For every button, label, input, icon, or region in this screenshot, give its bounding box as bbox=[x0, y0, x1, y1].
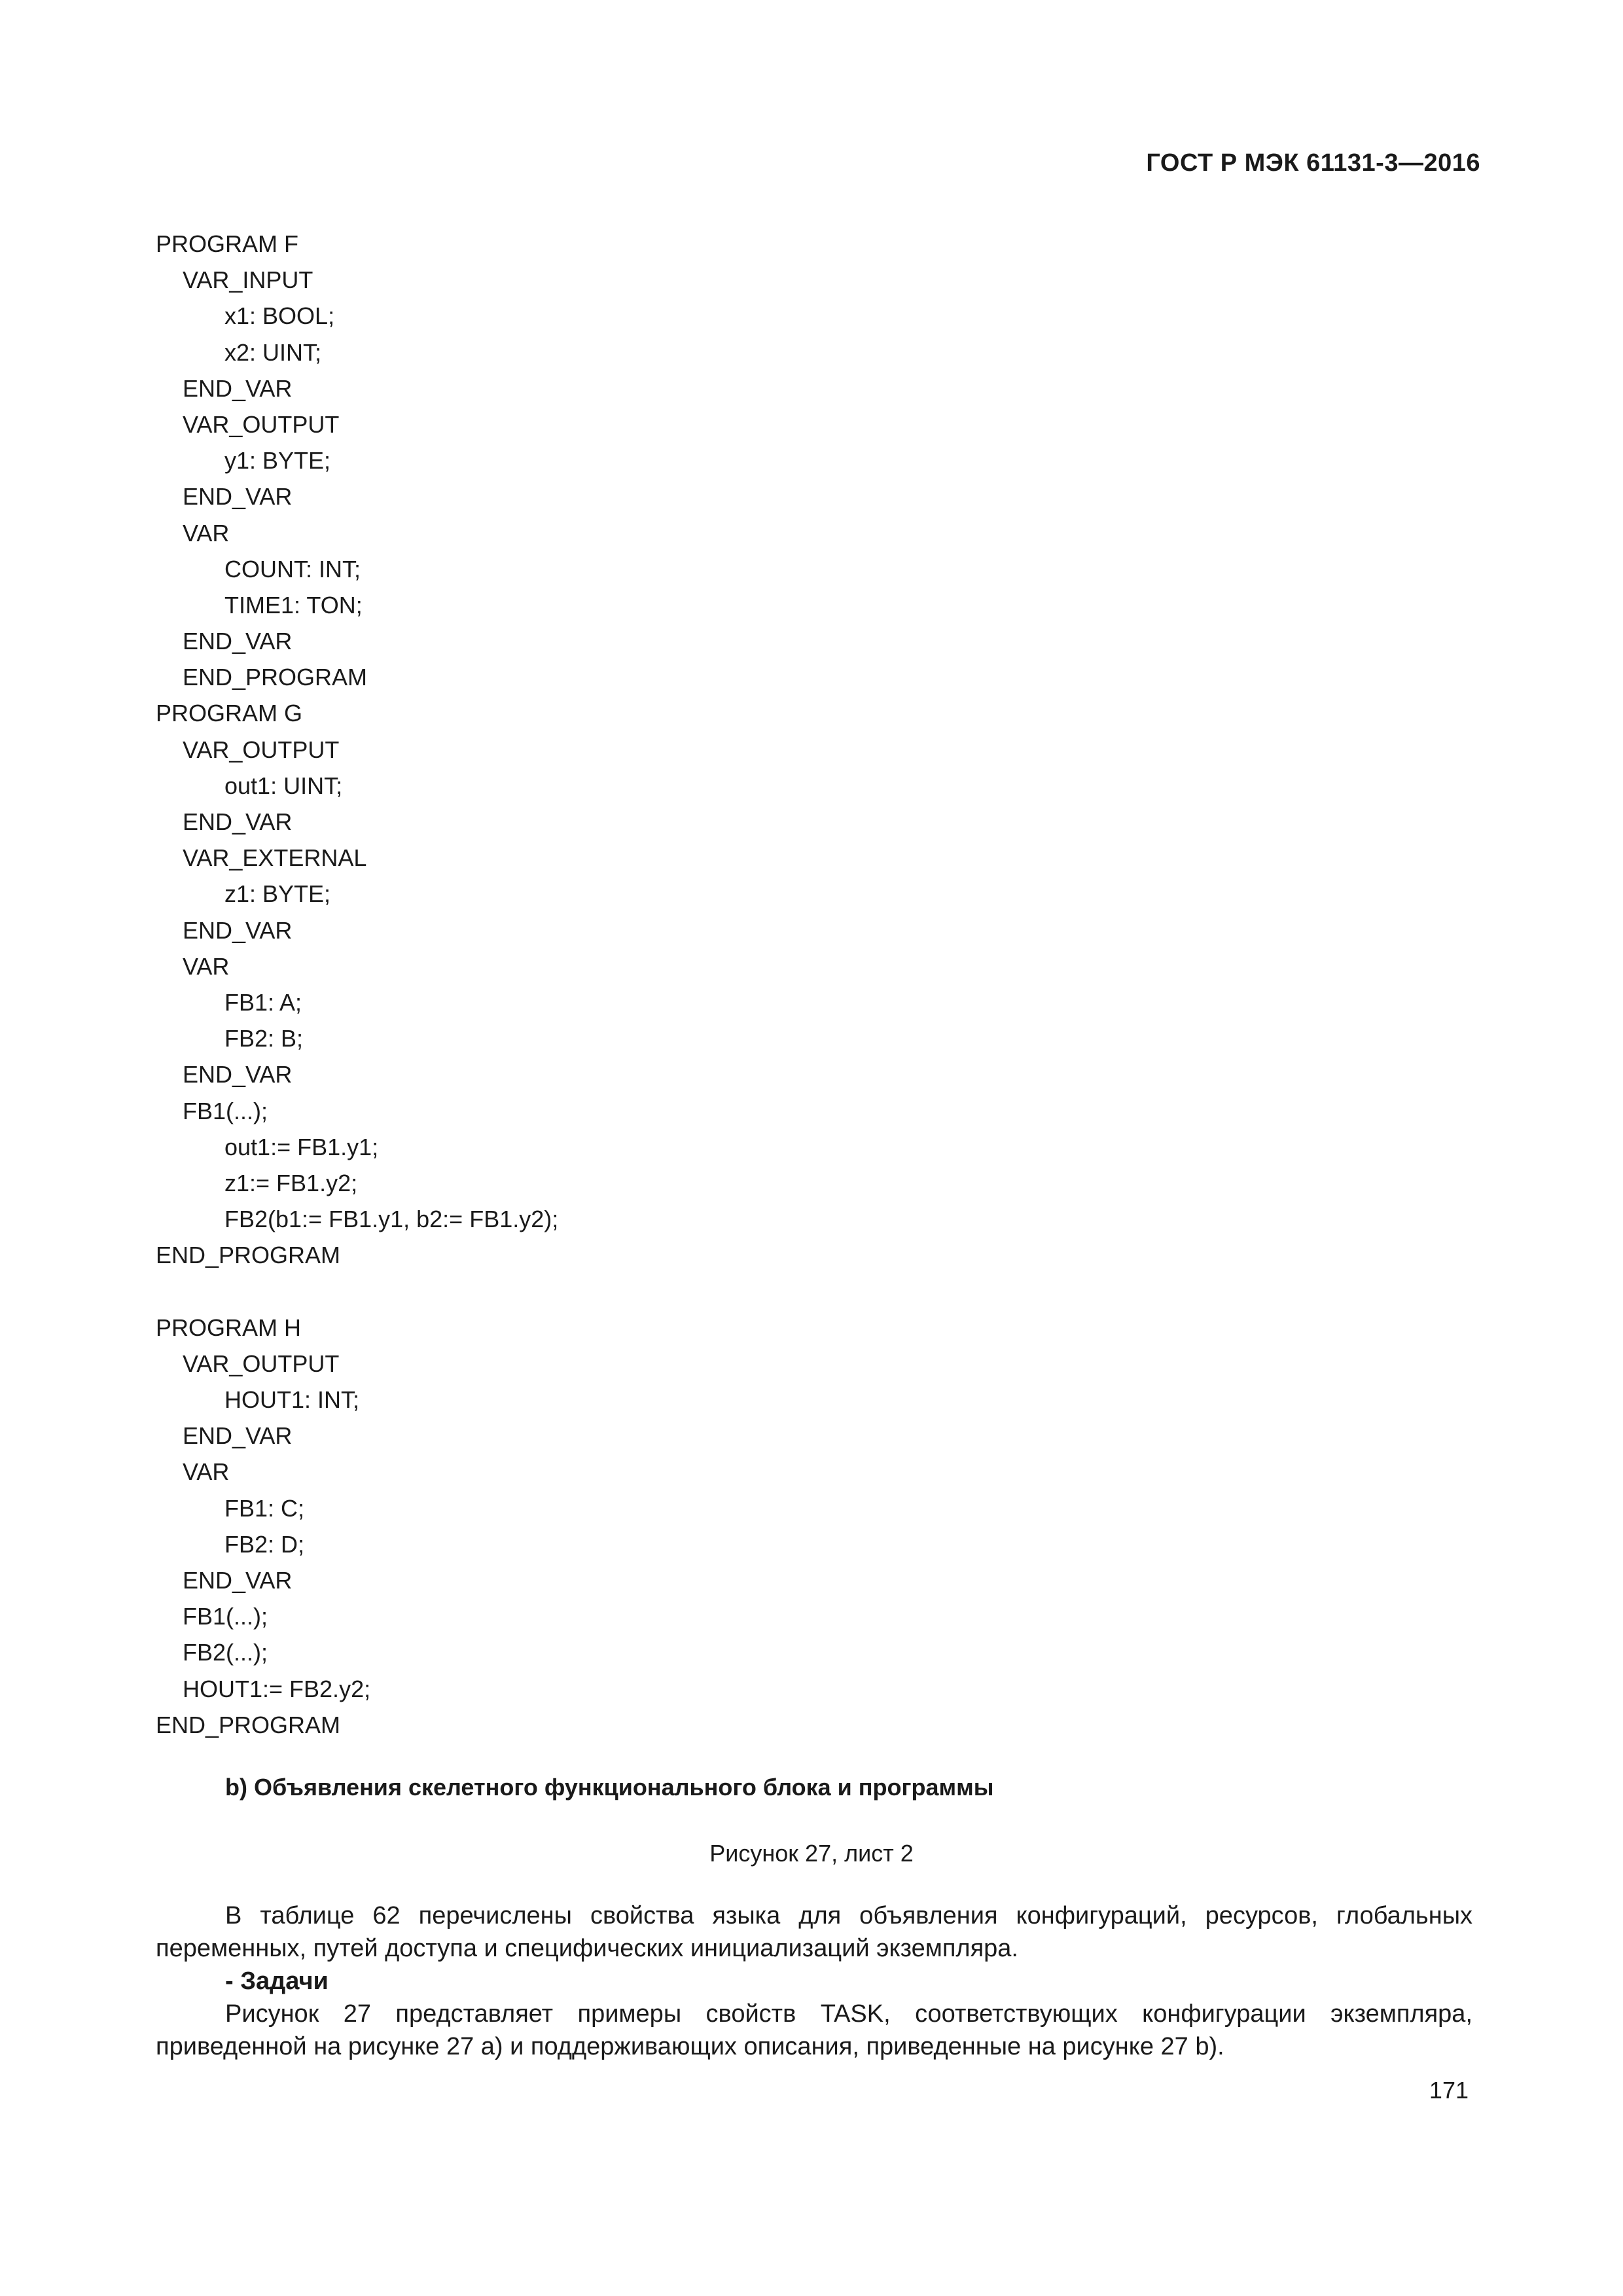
code-line: COUNT: INT; bbox=[224, 555, 361, 583]
code-line: END_PROGRAM bbox=[156, 1242, 341, 1269]
page-number: 171 bbox=[1429, 2077, 1469, 2104]
code-line: END_VAR bbox=[183, 916, 293, 944]
code-line: END_PROGRAM bbox=[183, 664, 368, 691]
code-line: END_VAR bbox=[183, 374, 293, 402]
code-line: VAR_EXTERNAL bbox=[183, 844, 367, 872]
code-line: VAR_OUTPUT bbox=[183, 1350, 340, 1377]
code-line: FB2(b1:= FB1.y1, b2:= FB1.y2); bbox=[224, 1206, 559, 1233]
code-blank-line bbox=[156, 1273, 1465, 1309]
code-line: END_VAR bbox=[183, 808, 293, 835]
code-line: FB1(...); bbox=[183, 1603, 268, 1630]
code-line: FB1: A; bbox=[224, 988, 302, 1016]
code-line: END_PROGRAM bbox=[156, 1711, 341, 1738]
code-line: END_VAR bbox=[183, 483, 293, 511]
code-line: END_VAR bbox=[183, 1422, 293, 1450]
standard-designation: ГОСТ Р МЭК 61131-3—2016 bbox=[1146, 149, 1480, 177]
code-line: FB2(...); bbox=[183, 1639, 268, 1666]
code-line: FB1: C; bbox=[224, 1494, 305, 1522]
body-text bbox=[156, 1899, 1472, 2063]
figure-title: Рисунок 27, лист 2 bbox=[709, 1840, 914, 1867]
code-line: x1: BOOL; bbox=[224, 302, 335, 330]
code-line: z1: BYTE; bbox=[224, 880, 331, 908]
code-line: out1: UINT; bbox=[224, 772, 343, 799]
code-line: out1:= FB1.y1; bbox=[224, 1133, 379, 1160]
code-line: FB2: D; bbox=[224, 1530, 305, 1558]
code-line: y1: BYTE; bbox=[224, 447, 331, 475]
code-line: FB1(...); bbox=[183, 1097, 268, 1124]
code-line: x2: UINT; bbox=[224, 338, 322, 366]
paragraph: В таблице 62 перечислены свойства языка для объявления конфигураций, ресурсов, глобальных переменных, путей доступа и специфических инициализаций экземпляра. bbox=[156, 1902, 1472, 1962]
code-listing bbox=[156, 226, 1465, 1743]
code-line: VAR bbox=[183, 952, 230, 980]
code-line: HOUT1: INT; bbox=[224, 1386, 360, 1413]
code-line: z1:= FB1.y2; bbox=[224, 1169, 358, 1196]
code-line: HOUT1:= FB2.y2; bbox=[183, 1675, 371, 1702]
figure-subcaption: b) Объявления скелетного функционального блока и программы bbox=[225, 1774, 994, 1801]
code-line: VAR bbox=[183, 519, 230, 547]
paragraph: Рисунок 27 представляет примеры свойств TASK, соответствующих конфигурации экземпляра, приведенной на рисунке 27 a) и поддерживающих описания, приведенные на рисунке 27 b). bbox=[156, 2000, 1472, 2060]
code-line: PROGRAM H bbox=[156, 1314, 302, 1341]
code-line: PROGRAM G bbox=[156, 700, 303, 727]
code-line: VAR bbox=[183, 1458, 230, 1486]
code-line: END_VAR bbox=[183, 1061, 293, 1088]
code-line: FB2: B; bbox=[224, 1025, 304, 1052]
section-heading: - Задачи bbox=[225, 1967, 329, 1995]
code-line: END_VAR bbox=[183, 1566, 293, 1594]
code-line: END_VAR bbox=[183, 628, 293, 655]
code-line: VAR_OUTPUT bbox=[183, 410, 340, 438]
code-line: TIME1: TON; bbox=[224, 591, 363, 619]
code-line: VAR_INPUT bbox=[183, 266, 313, 294]
code-line: VAR_OUTPUT bbox=[183, 736, 340, 763]
code-line: PROGRAM F bbox=[156, 230, 299, 257]
